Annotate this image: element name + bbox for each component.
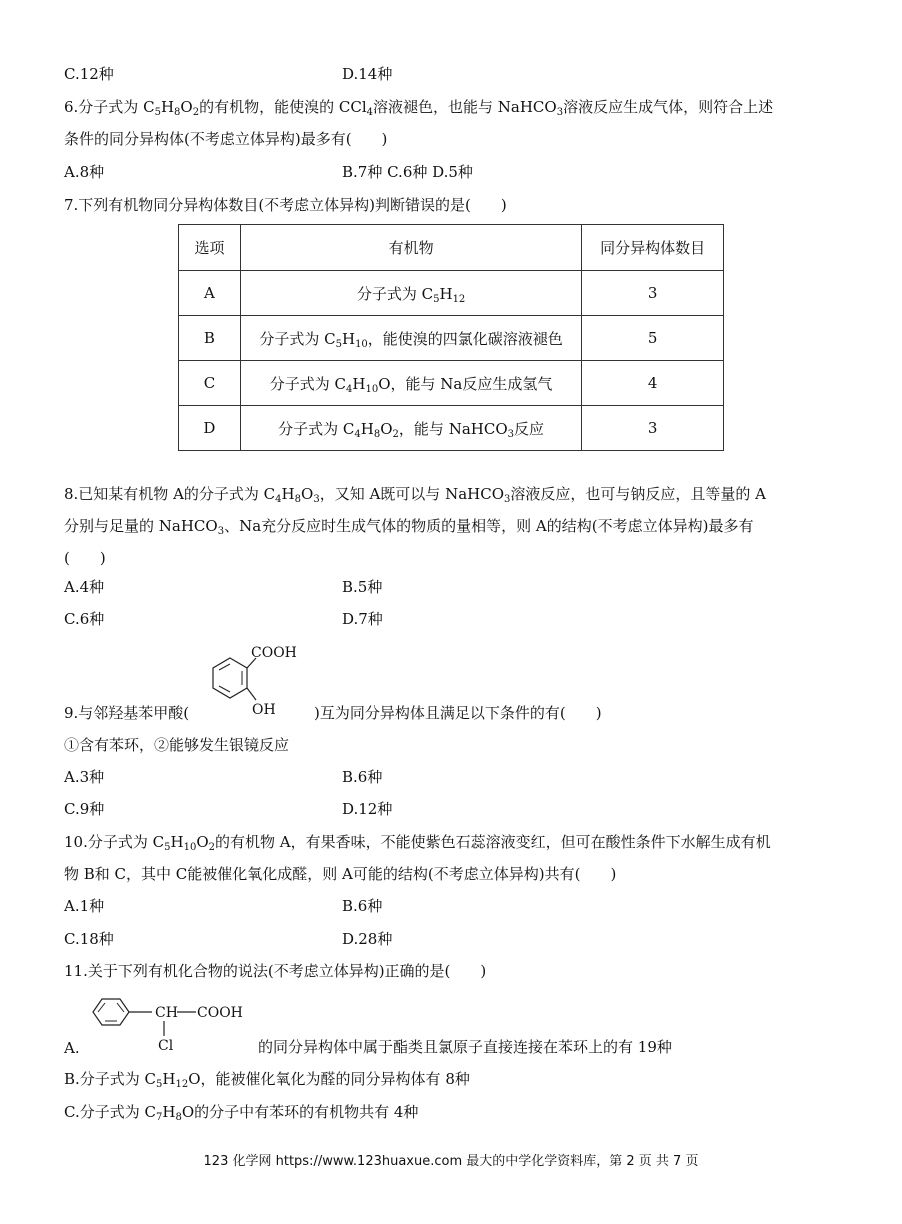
row-compound: 分子式为 $C_5H_{10}$，能使溴的四氯化碳溶液褪色 bbox=[240, 316, 581, 361]
ring-double-bond bbox=[98, 1003, 105, 1012]
q8-stem-line3: ( ) bbox=[64, 549, 106, 567]
row-compound: 分子式为 $C_4H_8O_2$，能与 NaHCO$_3$反应 bbox=[240, 406, 581, 451]
header-option: 选项 bbox=[179, 225, 241, 271]
q5-option-c: C.12种 bbox=[64, 65, 114, 83]
row-option: C bbox=[179, 361, 241, 406]
row-option: B bbox=[179, 316, 241, 361]
q6-stem-line2: 条件的同分异构体(不考虑立体异构)最多有( ) bbox=[64, 130, 388, 148]
ch-label: CH bbox=[155, 1005, 178, 1021]
q9-option-b: B.6种 bbox=[342, 768, 383, 786]
q11-option-c: C.分子式为 $C_7H_8O$的分子中有苯环的有机物共有 4种 bbox=[64, 1103, 419, 1123]
q9-conditions: ①含有苯环，②能够发生银镜反应 bbox=[64, 736, 290, 754]
header-compound: 有机物 bbox=[240, 225, 581, 271]
phenyl-chloroacetic-acid-structure bbox=[86, 992, 256, 1056]
q10-option-a: A.1种 bbox=[64, 897, 105, 915]
cooh-label: COOH bbox=[251, 645, 297, 661]
q6-option-a: A.8种 bbox=[64, 163, 105, 181]
q5-option-d: D.14种 bbox=[342, 65, 393, 83]
q8-stem-line2: 分别与足量的 NaHCO$_3$、Na充分反应时生成气体的物质的量相等，则 A的结构(不考虑立体异构)最多有 bbox=[64, 517, 754, 537]
q8-option-d: D.7种 bbox=[342, 610, 383, 628]
q9-stem-b: )互为同分异构体且满足以下条件的有( ) bbox=[314, 704, 602, 722]
q10-stem-line1: 10.分子式为 $C_5H_{10}O_2$的有机物 A，有果香味，不能使紫色石蕊溶液变红，但可在酸性条件下水解生成有机 bbox=[64, 833, 771, 853]
oh-label: OH bbox=[252, 702, 276, 718]
q11-option-a-text: 的同分异构体中属于酯类且氯原子直接连接在苯环上的有 19种 bbox=[258, 1038, 672, 1056]
q7-table bbox=[178, 224, 724, 451]
q11-option-a-label: A. bbox=[64, 1039, 80, 1057]
q10-stem-line2: 物 B和 C，其中 C能被催化氧化成醛，则 A可能的结构(不考虑立体异构)共有( ) bbox=[64, 865, 617, 883]
table-row bbox=[179, 271, 724, 316]
row-compound: 分子式为 $C_4H_{10}O$，能与 Na反应生成氢气 bbox=[240, 361, 581, 406]
q8-option-a: A.4种 bbox=[64, 578, 105, 596]
q11-option-b: B.分子式为 $C_5H_{12}O$，能被催化氧化为醛的同分异构体有 8种 bbox=[64, 1070, 470, 1090]
table-row bbox=[179, 406, 724, 451]
table-row bbox=[179, 361, 724, 406]
q7-stem: 7.下列有机物同分异构体数目(不考虑立体异构)判断错误的是( ) bbox=[64, 196, 507, 214]
bond-to-hydroxyl bbox=[247, 688, 256, 700]
row-option: A bbox=[179, 271, 241, 316]
q8-option-c: C.6种 bbox=[64, 610, 105, 628]
cooh-label: COOH bbox=[197, 1005, 243, 1021]
q9-option-a: A.3种 bbox=[64, 768, 105, 786]
q10-option-c: C.18种 bbox=[64, 930, 114, 948]
q6-stem-line1: 6.分子式为 $C_5H_8O_2$的有机物，能使溴的 CCl$_4$溶液褪色，也能与 NaHCO$_3$溶液反应生成气体，则符合上述 bbox=[64, 98, 774, 118]
q8-stem-line1: 8.已知某有机物 A的分子式为 $C_4H_8O_3$，又知 A既可以与 NaHCO$_3$溶液反应，也可与钠反应，且等量的 A bbox=[64, 485, 766, 505]
row-count: 4 bbox=[582, 361, 724, 406]
ring-double-bond bbox=[219, 686, 230, 692]
row-count: 3 bbox=[582, 271, 724, 316]
row-count: 5 bbox=[582, 316, 724, 361]
q9-stem-a: 9.与邻羟基苯甲酸( bbox=[64, 704, 190, 722]
q9-option-c: C.9种 bbox=[64, 800, 105, 818]
row-count: 3 bbox=[582, 406, 724, 451]
q10-option-d: D.28种 bbox=[342, 930, 393, 948]
table-row bbox=[179, 316, 724, 361]
salicylic-acid-structure bbox=[200, 638, 310, 720]
page-footer: 123 化学网 https://www.123huaxue.com 最大的中学化学资料库，第 2 页 共 7 页 bbox=[203, 1154, 699, 1169]
header-isomer-count: 同分异构体数目 bbox=[582, 225, 724, 271]
ring-double-bond bbox=[219, 664, 230, 670]
q10-option-b: B.6种 bbox=[342, 897, 383, 915]
q8-option-b: B.5种 bbox=[342, 578, 383, 596]
table-header-row bbox=[179, 225, 724, 271]
ring-double-bond bbox=[117, 1003, 124, 1012]
row-option: D bbox=[179, 406, 241, 451]
q6-option-bcd: B.7种 C.6种 D.5种 bbox=[342, 163, 473, 181]
row-compound: 分子式为 $C_5H_{12}$ bbox=[240, 271, 581, 316]
cl-label: Cl bbox=[158, 1038, 174, 1054]
q9-option-d: D.12种 bbox=[342, 800, 393, 818]
q11-stem: 11.关于下列有机化合物的说法(不考虑立体异构)正确的是( ) bbox=[64, 962, 487, 980]
